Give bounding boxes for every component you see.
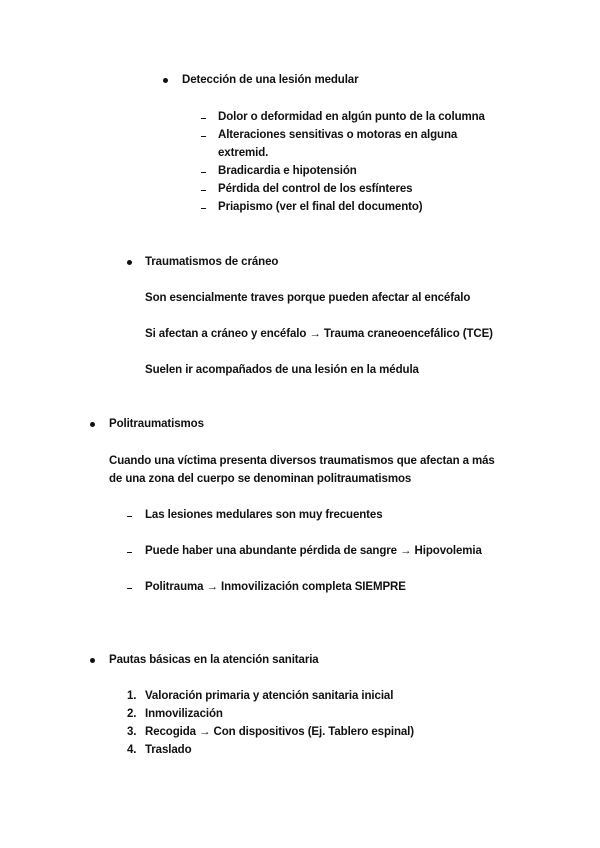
list-number: 2. — [127, 708, 137, 720]
paragraph: Suelen ir acompañados de una lesión en la médula — [145, 364, 419, 376]
list-number: 1. — [127, 690, 137, 702]
dash-icon — [127, 552, 132, 553]
dash-icon — [201, 136, 206, 137]
bullet-icon — [163, 78, 168, 83]
list-item: Priapismo (ver el final del documento) — [218, 201, 423, 213]
list-item: Puede haber una abundante pérdida de sangre → Hipovolemia — [145, 545, 482, 557]
dash-icon — [201, 172, 206, 173]
list-item: Dolor o deformidad en algún punto de la columna — [218, 111, 485, 123]
dash-icon — [127, 588, 132, 589]
section-heading-pautas: Pautas básicas en la atención sanitaria — [109, 654, 319, 666]
list-item: Recogida → Con dispositivos (Ej. Tablero espinal) — [145, 726, 415, 738]
list-number: 4. — [127, 744, 137, 756]
list-item: Valoración primaria y atención sanitaria inicial — [145, 690, 394, 702]
bullet-icon — [90, 422, 95, 427]
list-item: Inmovilización — [145, 708, 223, 720]
paragraph: Son esencialmente traves porque pueden afectar al encéfalo — [145, 292, 471, 304]
paragraph: Si afectan a cráneo y encéfalo → Trauma craneoencefálico (TCE) — [145, 328, 493, 340]
dash-icon — [127, 516, 132, 517]
dash-icon — [201, 190, 206, 191]
list-item: Pérdida del control de los esfínteres — [218, 183, 413, 195]
bullet-icon — [90, 658, 95, 663]
section-heading-lesion-medular: Detección de una lesión medular — [182, 74, 359, 86]
bullet-icon — [127, 260, 132, 265]
list-item: Traslado — [145, 744, 192, 756]
paragraph: de una zona del cuerpo se denominan politraumatismos — [109, 473, 412, 485]
paragraph: Cuando una víctima presenta diversos traumatismos que afectan a más — [109, 455, 495, 467]
list-number: 3. — [127, 726, 137, 738]
list-item: Bradicardia e hipotensión — [218, 165, 357, 177]
list-item: Las lesiones medulares son muy frecuentes — [145, 509, 383, 521]
section-heading-politrauma: Politraumatismos — [109, 418, 204, 430]
dash-icon — [201, 208, 206, 209]
list-item: Alteraciones sensitivas o motoras en alguna — [218, 129, 458, 141]
list-item-continuation: extremid. — [218, 147, 269, 159]
section-heading-craneo: Traumatismos de cráneo — [145, 256, 279, 268]
dash-icon — [201, 118, 206, 119]
list-item: Politrauma → Inmovilización completa SIEMPRE — [145, 581, 406, 593]
